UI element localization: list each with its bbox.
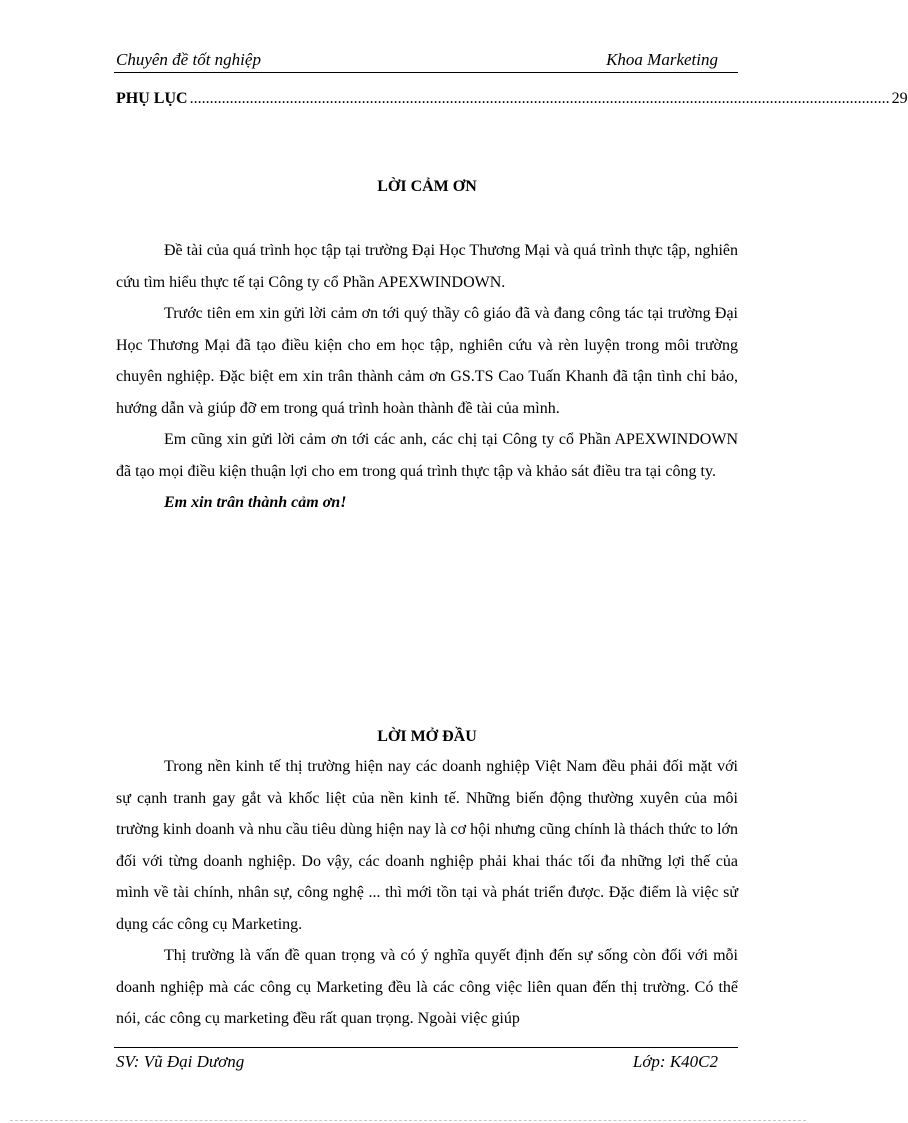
acknowledgement-title: LỜI CẢM ƠN — [377, 178, 477, 195]
footer-class: Lớp: K40C2 — [632, 1052, 718, 1071]
toc-page-number: 29 — [891, 90, 908, 107]
header-document-type: Chuyên đề tốt nghiệp — [116, 50, 261, 69]
introduction-title: LỜI MỞ ĐẦU — [377, 728, 477, 745]
page-header — [114, 46, 738, 73]
acknowledgement-paragraph: Đề tài của quá trình học tập tại trường Đại Học Thương Mại và quá trình thực tập, nghiên cứu tìm hiểu thực tế tại Công ty cổ Phần APEXWINDOWN. — [116, 242, 738, 291]
page-footer — [114, 1047, 738, 1074]
acknowledgement-paragraph: Em cũng xin gửi lời cảm ơn tới các anh, các chị tại Công ty cổ Phần APEXWINDOWN đã tạo mọi điều kiện thuận lợi cho em trong quá trình thực tập và khảo sát điều tra tại công ty. — [116, 431, 738, 480]
introduction-paragraph: Trong nền kinh tế thị trường hiện nay các doanh nghiệp Việt Nam đều phải đối mặt với sự cạnh tranh gay gắt và khốc liệt của nền kinh tế. Những biến động thường xuyên của môi trường kinh doanh và nhu cầu tiêu dùng hiện nay là cơ hội nhưng cũng chính là thách thức to lớn đối với từng doanh nghiệp. Do vậy, các doanh nghiệp phải khai thác tối đa những lợi thế của mình về tài chính, nhân sự, công nghệ ... thì mới tồn tại và phát triển được. Đặc điểm là việc sử dụng các công cụ Marketing. — [116, 758, 738, 933]
page-boundary — [10, 1120, 806, 1121]
introduction-body — [116, 751, 738, 1035]
toc-entry-label: PHỤ LỤC — [116, 90, 188, 107]
acknowledgement-signoff: Em xin trân thành cảm ơn! — [164, 494, 347, 511]
toc-leader-dots: ............................................................................................................................................................................... — [189, 90, 890, 107]
header-faculty: Khoa Marketing — [606, 50, 718, 69]
introduction-paragraph: Thị trường là vấn đề quan trọng và có ý nghĩa quyết định đến sự sống còn đối với mỗi doanh nghiệp mà các công cụ Marketing đều là các công việc liên quan đến thị trường. Có thể nói, các công cụ marketing đều rất quan trọng. Ngoài việc giúp — [116, 947, 738, 1027]
toc-entry — [116, 90, 908, 108]
acknowledgement-paragraph: Trước tiên em xin gửi lời cảm ơn tới quý thầy cô giáo đã và đang công tác tại trường Đại Học Thương Mại đã tạo điều kiện cho em học tập, nghiên cứu và rèn luyện trong môi trường chuyên nghiệp. Đặc biệt em xin trân thành cảm ơn GS.TS Cao Tuấn Khanh đã tận tình chỉ bảo, hướng dẫn và giúp đỡ em trong quá trình hoàn thành đề tài của mình. — [116, 305, 738, 417]
footer-student-name: SV: Vũ Đại Dương — [116, 1052, 245, 1071]
acknowledgement-body — [116, 235, 738, 519]
